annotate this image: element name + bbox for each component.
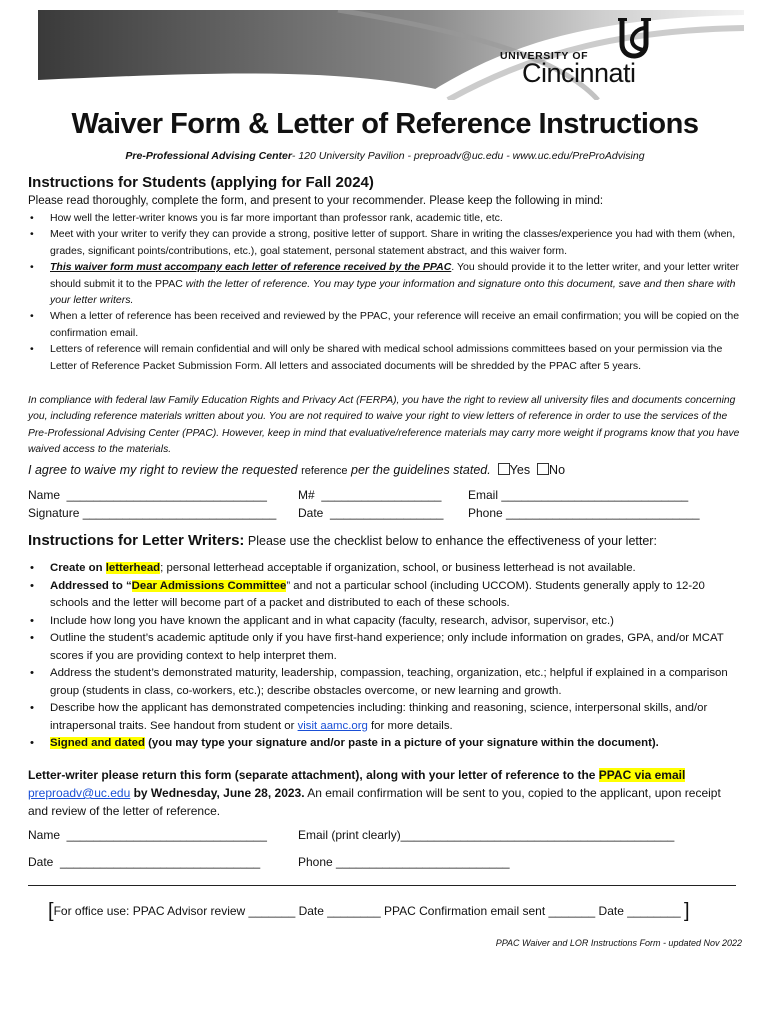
list-item: • Addressed to “Dear Admissions Committee” and not a particular school (including UCCOM). Students generally apply to 12-20 schools and the letter will become part of a packet and distributed to each of these schools. [28,578,743,613]
list-item: • This waiver form must accompany each letter of reference received by the PPAC. You should provide it to the letter writer, and your letter writer should submit it to the PPAC with the letter of reference. You may type your information and signature onto this document, save and then share with your letter writers. [28,259,743,308]
list-item: • Meet with your writer to verify they can provide a strong, positive letter of support. Share in writing the classes/experience you had with them (when, grades, significant points/contributions, etc.), goal statement, personal statement abstract, and this waiver form. [28,226,743,259]
logo-university-text: UNIVERSITY OF [500,50,589,62]
uc-logo-icon [616,16,652,62]
page-title: Waiver Form & Letter of Reference Instructions [71,108,699,140]
yes-label: Yes [509,463,531,477]
center-contact-line [0,150,770,162]
writer-name-field[interactable]: Name ______________________________ [28,828,267,842]
footer-note: PPAC Waiver and LOR Instructions Form - updated Nov 2022 [495,938,742,948]
list-item: • Describe how the applicant has demonstrated competencies including: thinking and reasoning, science, interpersonal skills, and/or intrapersonal traits. See handout from student or visit aamc.org for more details. [28,700,743,735]
writer-date-field[interactable]: Date ______________________________ [28,855,261,869]
yes-checkbox[interactable] [498,463,510,475]
writer-phone-field[interactable]: Phone __________________________ [298,855,510,869]
ferpa-notice: In compliance with federal law Family Education Rights and Privacy Act (FERPA), you have the right to review all university files and documents concerning you, including reference materials written about you. You are not required to waive your right to view letters of reference in order to use the services of the Pre-Professional Advising Center (PPAC). However, keep in mind that evaluative/reference materials may carry more weight if programs know that you have waived access to the materials. [28,395,740,456]
list-item: • Create on letterhead; personal letterhead acceptable if organization, school, or business letterhead is not available. [28,560,743,578]
aamc-link[interactable]: visit aamc.org [297,719,368,732]
writers-checklist [28,560,743,753]
dear-committee-highlight: Dear Admissions Committee [131,579,287,592]
logo-cincinnati-text: Cincinnati [522,58,636,88]
writer-email-field[interactable]: Email (print clearly)_________________________________________ [298,828,675,842]
list-item: • When a letter of reference has been received and reviewed by the PPAC, your reference will receive an email confirmation; you will be copied on the confirmation email. [28,308,743,341]
no-checkbox[interactable] [537,463,549,475]
waiver-agreement-line: I agree to waive my right to review the requested reference per the guidelines stated. Yes No [28,463,566,477]
student-name-field[interactable]: Name ______________________________ [28,488,267,502]
students-bullet-list [28,210,743,374]
office-use-line: [For office use: PPAC Advisor review _______ Date ________ PPAC Confirmation email sent _______ Date ________ ] [48,900,690,922]
list-item: • Include how long you have known the applicant and in what capacity (faculty, research, advisor, supervisor, etc.) [28,613,743,631]
student-phone-field[interactable]: Phone _____________________________ [468,506,700,520]
students-heading: Instructions for Students (applying for Fall 2024) [28,174,374,191]
student-email-field[interactable]: Email ____________________________ [468,488,689,502]
list-item: • Letters of reference will remain confidential and will only be shared with medical school admissions committees based on your permission via the Letter of Reference Packet Submission Form. All letters and associated documents will be shredded by the PPAC after 5 years. [28,341,743,374]
center-name: Pre-Professional Advising Center [125,150,292,162]
center-details: - 120 University Pavilion - preproadv@uc.edu - www.uc.edu/PreProAdvising [291,150,645,162]
return-instructions: Letter-writer please return this form (separate attachment), along with your letter of reference to the PPAC via email preproadv@uc.edu by Wednesday, June 28, 2023. An email confirmation will be sent to you, copied to the applicant, upon receipt and review of the letter of reference. [28,768,721,818]
student-signature-field[interactable]: Signature _____________________________ [28,506,277,520]
no-label: No [549,463,566,477]
divider [28,885,736,886]
letterhead-highlight: letterhead [105,562,161,574]
signed-dated-highlight: Signed and dated [50,737,145,749]
students-intro: Please read thoroughly, complete the form, and present to your recommender. Please keep the following in mind: [28,195,604,207]
list-item: • Outline the student’s academic aptitude only if you have first-hand experience; only include information on grades, GPA, and/or MCAT scores if you are providing context to help interpret them. [28,630,743,665]
writers-heading: Instructions for Letter Writers: Please use the checklist below to enhance the effectiveness of your letter: [28,532,657,549]
list-item: • Address the student’s demonstrated maturity, leadership, compassion, teaching, organization, etc.; helpful if explained in a comparison group (students in class, co-workers, etc.); describe obstacles overcome, or new learning and growth. [28,665,743,700]
list-item: • Signed and dated (you may type your signature and/or paste in a picture of your signature within the document). [28,735,743,753]
list-item: • How well the letter-writer knows you is far more important than professor rank, academic title, etc. [28,210,743,226]
student-date-field[interactable]: Date _________________ [298,506,444,520]
header-banner [38,10,744,100]
waiver-requirement-emphasis: This waiver form must accompany each letter of reference received by the PPAC [50,261,452,274]
student-mnumber-field[interactable]: M# __________________ [298,488,442,502]
preproadv-email-link[interactable]: preproadv@uc.edu [28,786,131,800]
